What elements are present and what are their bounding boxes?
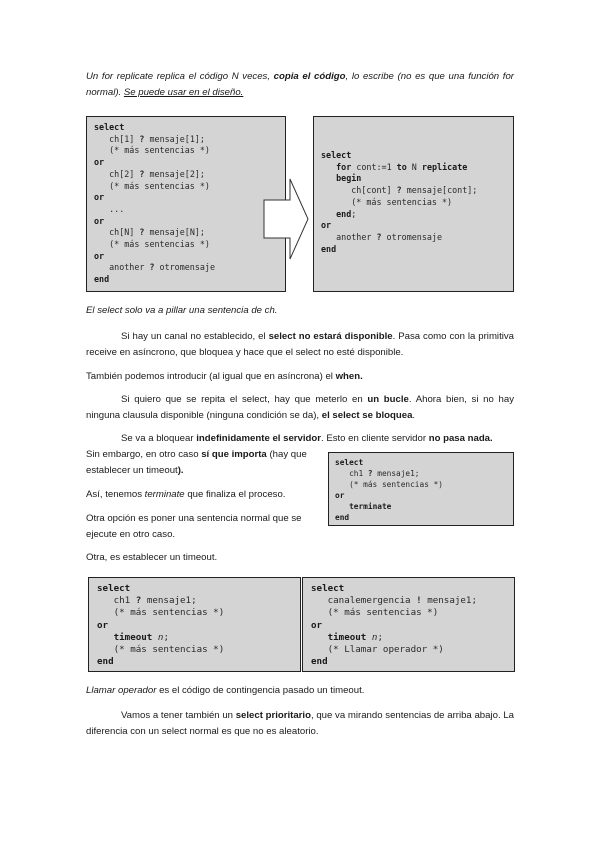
code-line: (* más sentencias *) — [94, 180, 210, 191]
code-line: (* más sentencias *) — [94, 145, 210, 156]
code-line: ch1 ? mensaje1; — [97, 595, 197, 607]
intro-paragraph: Un for replicate replica el código N veces, copia el código, lo escribe (no es que una función for normal). Se puede usar en el diseño. — [86, 71, 514, 98]
code-line: or — [311, 619, 323, 631]
code-line: end — [94, 274, 110, 285]
code-line: ch1 ? mensaje1; — [335, 469, 420, 478]
code-line: select — [311, 583, 345, 594]
code-line: end — [311, 656, 328, 668]
code-line: ch[N] ? mensaje[N]; — [94, 227, 205, 238]
code-line: another ? otromensaje — [321, 231, 443, 242]
code-line: or — [335, 491, 345, 500]
paragraph-bucle: Si quiero que se repita el select, hay que meterlo en un bucle. Ahora bien, si no hay ninguna clausula disponible (ninguna condición se da), el select se bloquea. — [86, 394, 514, 421]
code-line: (* más sentencias *) — [335, 480, 443, 489]
paragraph-canal-no-establecido: Si hay un canal no establecido, el select no estará disponible. Pasa como con la primitiva receive en asíncrono, que bloquea y hace que el select no esté disponible. — [86, 331, 514, 358]
code-line: select — [97, 583, 131, 594]
caption-select-ch: El select solo va a pillar una sentencia de ch. — [86, 305, 278, 316]
code-figure-terminate — [328, 452, 514, 526]
code-line: or — [94, 192, 105, 203]
code-figure-select-replicate — [313, 116, 514, 292]
paragraph-terminate: Así, tenemos terminate que finaliza el proceso. — [86, 489, 286, 500]
code-line: (* Llamar operador *) — [311, 644, 444, 656]
code-line: end; — [336, 208, 357, 219]
code-line: or — [94, 215, 105, 226]
paragraph-bloquear-servidor-line1: Se va a bloquear indefinidamente el servidor. Esto en cliente servidor no pasa nada. — [121, 433, 493, 444]
paragraph-select-prioritario: Vamos a tener también un select prioritario, que va mirando sentencias de arriba abajo. La diferencia con un select normal es que no es aleatorio. — [86, 710, 514, 737]
code-line: ch[1] ? mensaje[1]; — [94, 133, 205, 144]
paragraph-establecer-timeout: Otra, es establecer un timeout. — [86, 552, 218, 563]
code-line: select — [94, 122, 125, 132]
code-line: end — [335, 513, 350, 522]
code-line: (* más sentencias *) — [97, 644, 225, 656]
code-line: (* más sentencias *) — [94, 239, 210, 250]
paragraph-bloquear-servidor-rest: Sin embargo, en otro caso sí que importa (hay que establecer un timeout). — [86, 449, 307, 476]
code-line: begin — [336, 173, 362, 184]
code-line: (* más sentencias *) — [321, 196, 453, 207]
code-line: (* más sentencias *) — [311, 607, 439, 619]
code-line: ch[cont] ? mensaje[cont]; — [321, 185, 478, 196]
code-line: end — [97, 656, 114, 668]
code-line: or — [94, 157, 105, 168]
code-line: for cont:=1 to N replicate — [336, 161, 468, 172]
code-line: timeout n; — [113, 631, 169, 643]
code-line: terminate — [349, 502, 392, 511]
code-line: timeout n; — [327, 631, 383, 643]
code-line: (* más sentencias *) — [97, 607, 225, 619]
code-line: ch[2] ? mensaje[2]; — [94, 168, 205, 179]
code-line: select — [321, 150, 352, 160]
code-line: ... — [94, 203, 125, 214]
paragraph-otra-opcion: Otra opción es poner una sentencia normal que se ejecute en otro caso. — [86, 513, 302, 540]
code-figure-select-list — [86, 116, 286, 292]
caption-llamar-operador: Llamar operador es el código de contingencia pasado un timeout. — [86, 685, 365, 696]
code-line: or — [97, 619, 109, 631]
code-line: or — [321, 220, 332, 231]
code-line: canalemergencia ! mensaje1; — [311, 595, 477, 607]
code-figure-timeout-emergencia — [302, 577, 515, 672]
code-line: or — [94, 250, 105, 261]
code-figure-timeout — [88, 577, 301, 672]
paragraph-when: También podemos introducir (al igual que en asíncrona) el when. — [86, 371, 363, 382]
code-line: select — [335, 458, 364, 467]
arrow-right-icon — [263, 178, 309, 260]
code-line: another ? otromensaje — [94, 262, 216, 273]
code-line: end — [321, 243, 337, 254]
